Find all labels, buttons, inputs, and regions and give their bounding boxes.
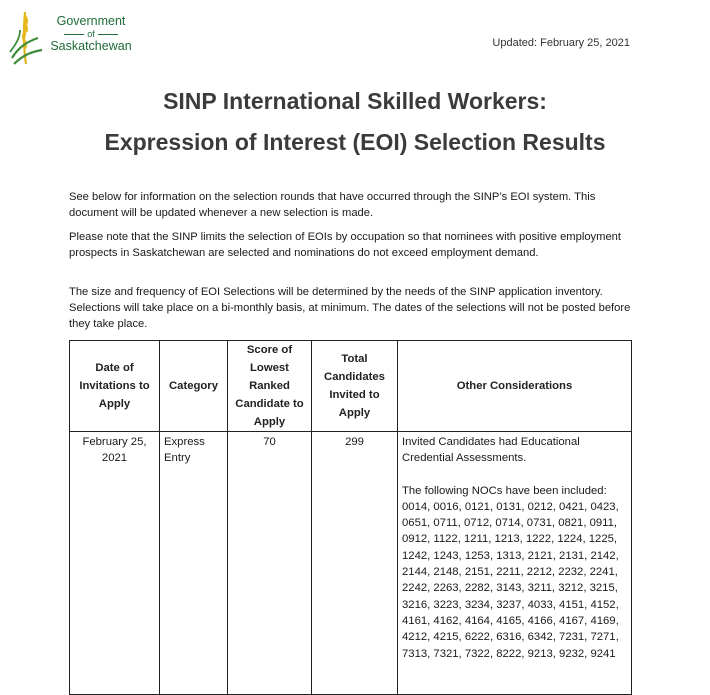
logo-rule-right (98, 34, 118, 35)
cell-date: February 25, 2021 (70, 432, 160, 695)
logo-of-text: of (87, 29, 95, 39)
page-title-line2: Expression of Interest (EOI) Selection Results (104, 129, 606, 155)
government-logo (6, 8, 136, 66)
cell-other (398, 432, 632, 695)
table-row (70, 432, 632, 695)
logo-line-of (48, 29, 134, 39)
logo-line-saskatchewan: Saskatchewan (50, 39, 132, 53)
selection-frequency-paragraph: The size and frequency of EOI Selections will be determined by the needs of the SINP application inventory. Selections will take place on a bi-monthly basis, at minimum. The dates of the selections will not be posted before they take place. (69, 286, 631, 330)
selection-results-table (69, 340, 632, 695)
logo-line-government: Government (56, 14, 126, 28)
wheat-sheaf-icon (6, 8, 50, 66)
header-date: Date of Invitations to Apply (70, 341, 160, 432)
occupation-limit-paragraph: Please note that the SINP limits the selection of EOIs by occupation so that nominees with positive employment prospects in Saskatchewan are selected and nominations do not exceed employment demand. (69, 231, 622, 259)
cell-total: 299 (312, 432, 398, 695)
logo-wordmark (48, 14, 134, 54)
cell-category: Express Entry (160, 432, 228, 695)
other-noc-list: The following NOCs have been included: 0014, 0016, 0121, 0131, 0212, 0421, 0423, 0651, 0711, 0712, 0714, 0731, 0821, 0911, 0912, 1122, 1211, 1213, 1222, 1224, 1225, 1242, 1243, 1253, 1313, 2121, 2131, 2142, 2144, 2148, 2151, 2211, 2212, 2232, 2241, 2242, 2263, 2282, 3143, 3211, 3212, 3215, 3216, 3223, 3234, 3237, 4033, 4151, 4152, 4161, 4162, 4164, 4165, 4166, 4167, 4169, 4212, 4215, 6222, 6316, 6342, 7231, 7271, 7313, 7321, 7322, 8222, 9213, 9232, 9241 (402, 484, 619, 660)
header-other: Other Considerations (398, 341, 632, 432)
table-header-row (70, 341, 632, 432)
page-title-line1: SINP International Skilled Workers: (163, 88, 547, 114)
cell-score: 70 (228, 432, 312, 695)
other-spacer (402, 467, 627, 483)
other-credential-note: Invited Candidates had Educational Credential Assessments. (402, 436, 580, 465)
intro-paragraph: See below for information on the selection rounds that have occurred through the SINP’s EOI system. This document will be updated whenever a new selection is made. (69, 191, 596, 219)
header-total: Total Candidates Invited to Apply (312, 341, 398, 432)
header-score: Score of Lowest Ranked Candidate to Apply (228, 341, 312, 432)
updated-date: Updated: February 25, 2021 (492, 37, 630, 49)
header-category: Category (160, 341, 228, 432)
logo-rule-left (64, 34, 84, 35)
